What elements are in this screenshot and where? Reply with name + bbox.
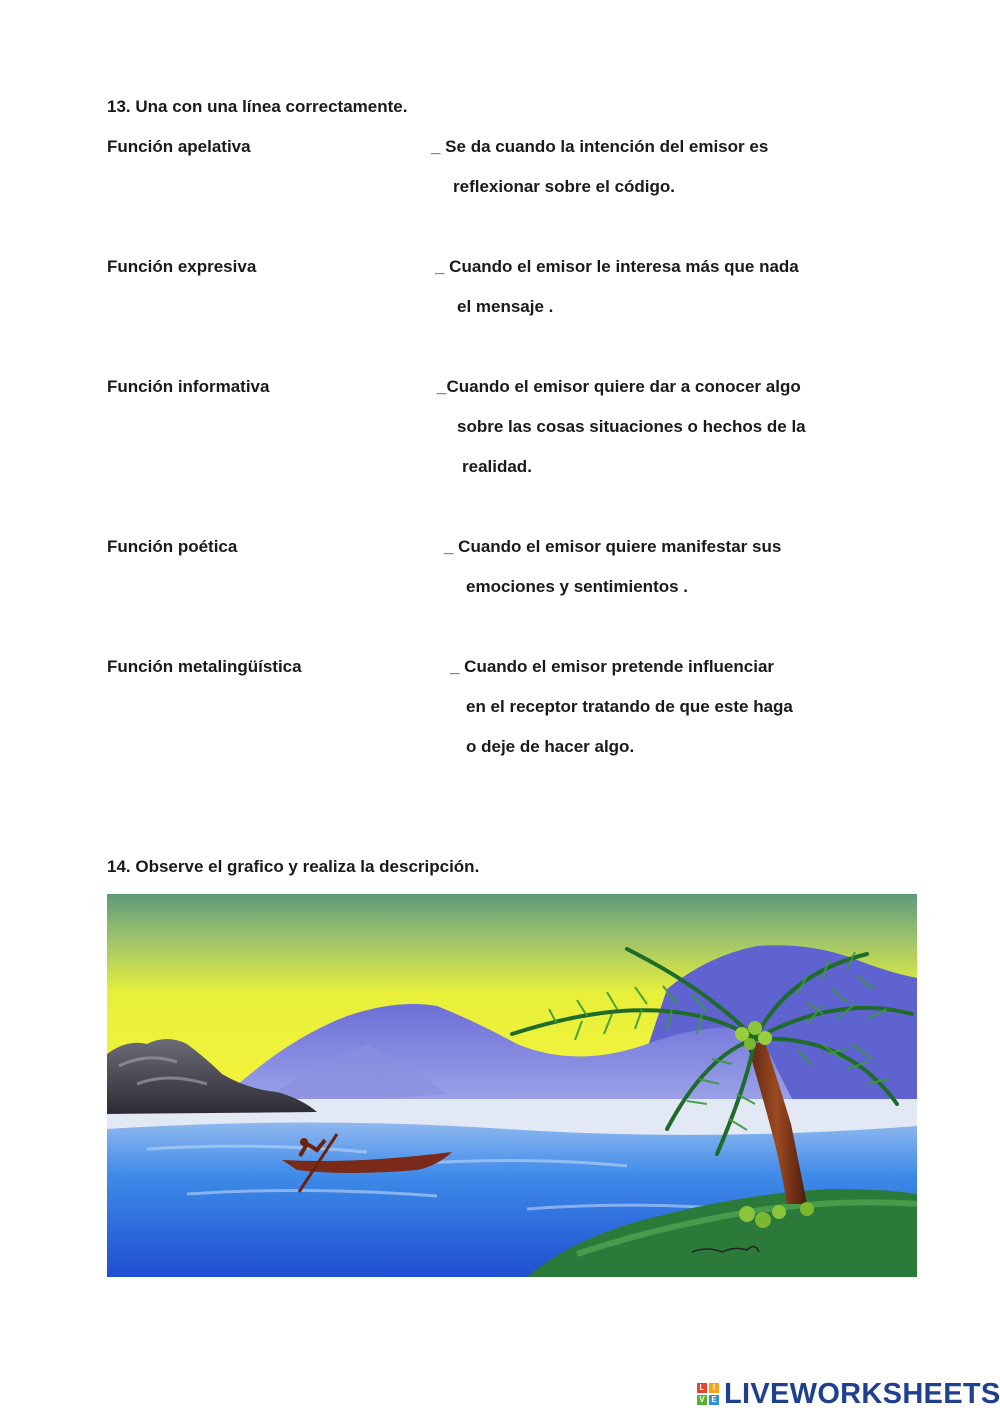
coconut bbox=[772, 1205, 786, 1219]
coconut bbox=[739, 1206, 755, 1222]
brand-tile-e: E bbox=[709, 1395, 719, 1405]
liveworksheets-logo bbox=[697, 1377, 1000, 1411]
coconut bbox=[800, 1202, 814, 1216]
function-name-poetica: Función poética bbox=[107, 537, 238, 556]
coconut bbox=[755, 1212, 771, 1228]
function-name-metalinguistica: Función metalingüística bbox=[107, 657, 302, 676]
definition-4-line-1: _ Cuando el emisor quiere manifestar sus bbox=[444, 537, 782, 556]
coconut bbox=[744, 1038, 756, 1050]
seascape-painting bbox=[107, 894, 917, 1277]
brand-wordmark: LIVEWORKSHEETS bbox=[724, 1378, 1000, 1410]
coconut bbox=[758, 1031, 772, 1045]
function-name-expresiva: Función expresiva bbox=[107, 257, 257, 276]
definition-5-line-3: o deje de hacer algo. bbox=[466, 737, 635, 756]
definition-2-line-1: _ Cuando el emisor le interesa más que nada bbox=[435, 257, 799, 276]
brand-tile-l: L bbox=[697, 1383, 707, 1393]
brand-tiles bbox=[697, 1383, 719, 1405]
definition-1-line-2: reflexionar sobre el código. bbox=[453, 177, 676, 196]
definition-3-line-1: _Cuando el emisor quiere dar a conocer algo bbox=[437, 377, 801, 396]
coconut bbox=[748, 1021, 762, 1035]
question-13-title: 13. Una con una línea correctamente. bbox=[107, 97, 408, 116]
question-14-title: 14. Observe el grafico y realiza la descripción. bbox=[107, 857, 480, 876]
definition-2-line-2: el mensaje . bbox=[457, 297, 554, 316]
definition-5-line-2: en el receptor tratando de que este haga bbox=[466, 697, 793, 716]
definition-1-line-1: _ Se da cuando la intención del emisor es bbox=[431, 137, 769, 156]
function-name-informativa: Función informativa bbox=[107, 377, 270, 396]
definition-3-line-3: realidad. bbox=[462, 457, 532, 476]
definition-5-line-1: _ Cuando el emisor pretende influenciar bbox=[450, 657, 775, 676]
brand-tile-v: V bbox=[697, 1395, 707, 1405]
definition-4-line-2: emociones y sentimientos . bbox=[466, 577, 689, 596]
brand-tile-i: I bbox=[709, 1383, 719, 1393]
paddler-head bbox=[300, 1138, 308, 1146]
function-name-apelativa: Función apelativa bbox=[107, 137, 251, 156]
definition-3-line-2: sobre las cosas situaciones o hechos de la bbox=[457, 417, 806, 436]
